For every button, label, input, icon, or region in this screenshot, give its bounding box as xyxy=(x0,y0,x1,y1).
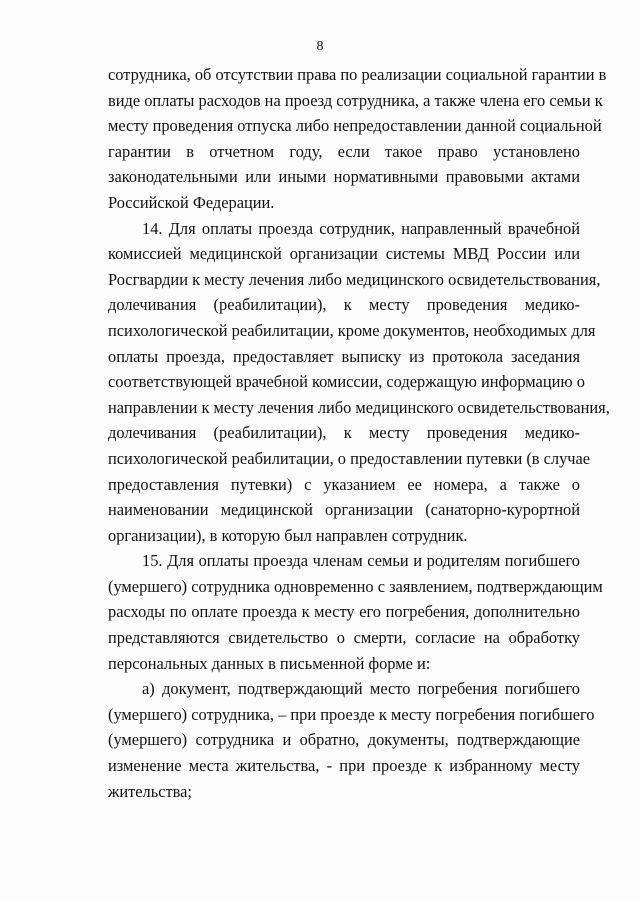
text-line: психологической реабилитации, о предоставлении путевки (в случае xyxy=(108,448,591,468)
text-line: виде оплаты расходов на проезд сотрудника, а также члена его семьи к xyxy=(108,90,603,110)
text-line: (умершего) сотрудника и обратно, документы, подтверждающие xyxy=(108,730,580,750)
text-line: Российской Федерации. xyxy=(108,192,275,212)
text-line: сотрудника, об отсутствии права по реализации социальной гарантии в xyxy=(108,65,607,84)
text-line: 14. Для оплаты проезда сотрудник, направленный врачебной xyxy=(142,218,580,238)
text-line: законодательными или иными нормативными правовыми актами xyxy=(108,167,580,187)
text-line: представляются свидетельство о смерти, согласие на обработку xyxy=(108,628,580,648)
text-line: наименовании медицинской организации (санаторно-курортной xyxy=(108,500,580,520)
text-line: долечивания (реабилитации), к месту проведения медико- xyxy=(108,295,580,315)
text-line: направлении к месту лечения либо медицинского освидетельствования, xyxy=(108,397,610,417)
text-line: (умершего) сотрудника одновременно с заявлением, подтверждающим xyxy=(108,576,603,596)
text-line: Росгвардии к месту лечения либо медицинского освидетельствования, xyxy=(108,269,601,289)
body-text xyxy=(108,62,610,804)
text-line: гарантии в отчетном году, если такое право установлено xyxy=(108,141,580,161)
text-line: долечивания (реабилитации), к месту проведения медико- xyxy=(108,423,580,443)
text-line: расходы по оплате проезда к месту его погребения, дополнительно xyxy=(108,602,580,622)
text-line: оплаты проезда, предоставляет выписку из протокола заседания xyxy=(108,346,580,366)
text-line: 15. Для оплаты проезда членам семьи и родителям погибшего xyxy=(142,551,580,571)
text-line: соответствующей врачебной комиссии, содержащую информацию о xyxy=(108,372,585,392)
text-line: (умершего) сотрудника, – при проезде к месту погребения погибшего xyxy=(108,704,595,724)
text-line: месту проведения отпуска либо непредоставлении данной социальной xyxy=(108,116,602,136)
text-line: персональных данных в письменной форме и: xyxy=(108,653,431,673)
text-line: а) документ, подтверждающий место погребения погибшего xyxy=(142,679,580,699)
text-line: изменение места жительства, - при проезде к избранному месту xyxy=(108,756,580,776)
text-line: психологической реабилитации, кроме документов, необходимых для xyxy=(108,320,596,340)
page-number: 8 xyxy=(316,39,324,54)
text-line: предоставления путевки) с указанием ее номера, а также о xyxy=(108,474,580,494)
text-line: организации), в которую был направлен сотрудник. xyxy=(108,525,468,545)
text-line: комиссией медицинской организации системы МВД России или xyxy=(108,244,580,264)
text-line: жительства; xyxy=(108,781,192,801)
